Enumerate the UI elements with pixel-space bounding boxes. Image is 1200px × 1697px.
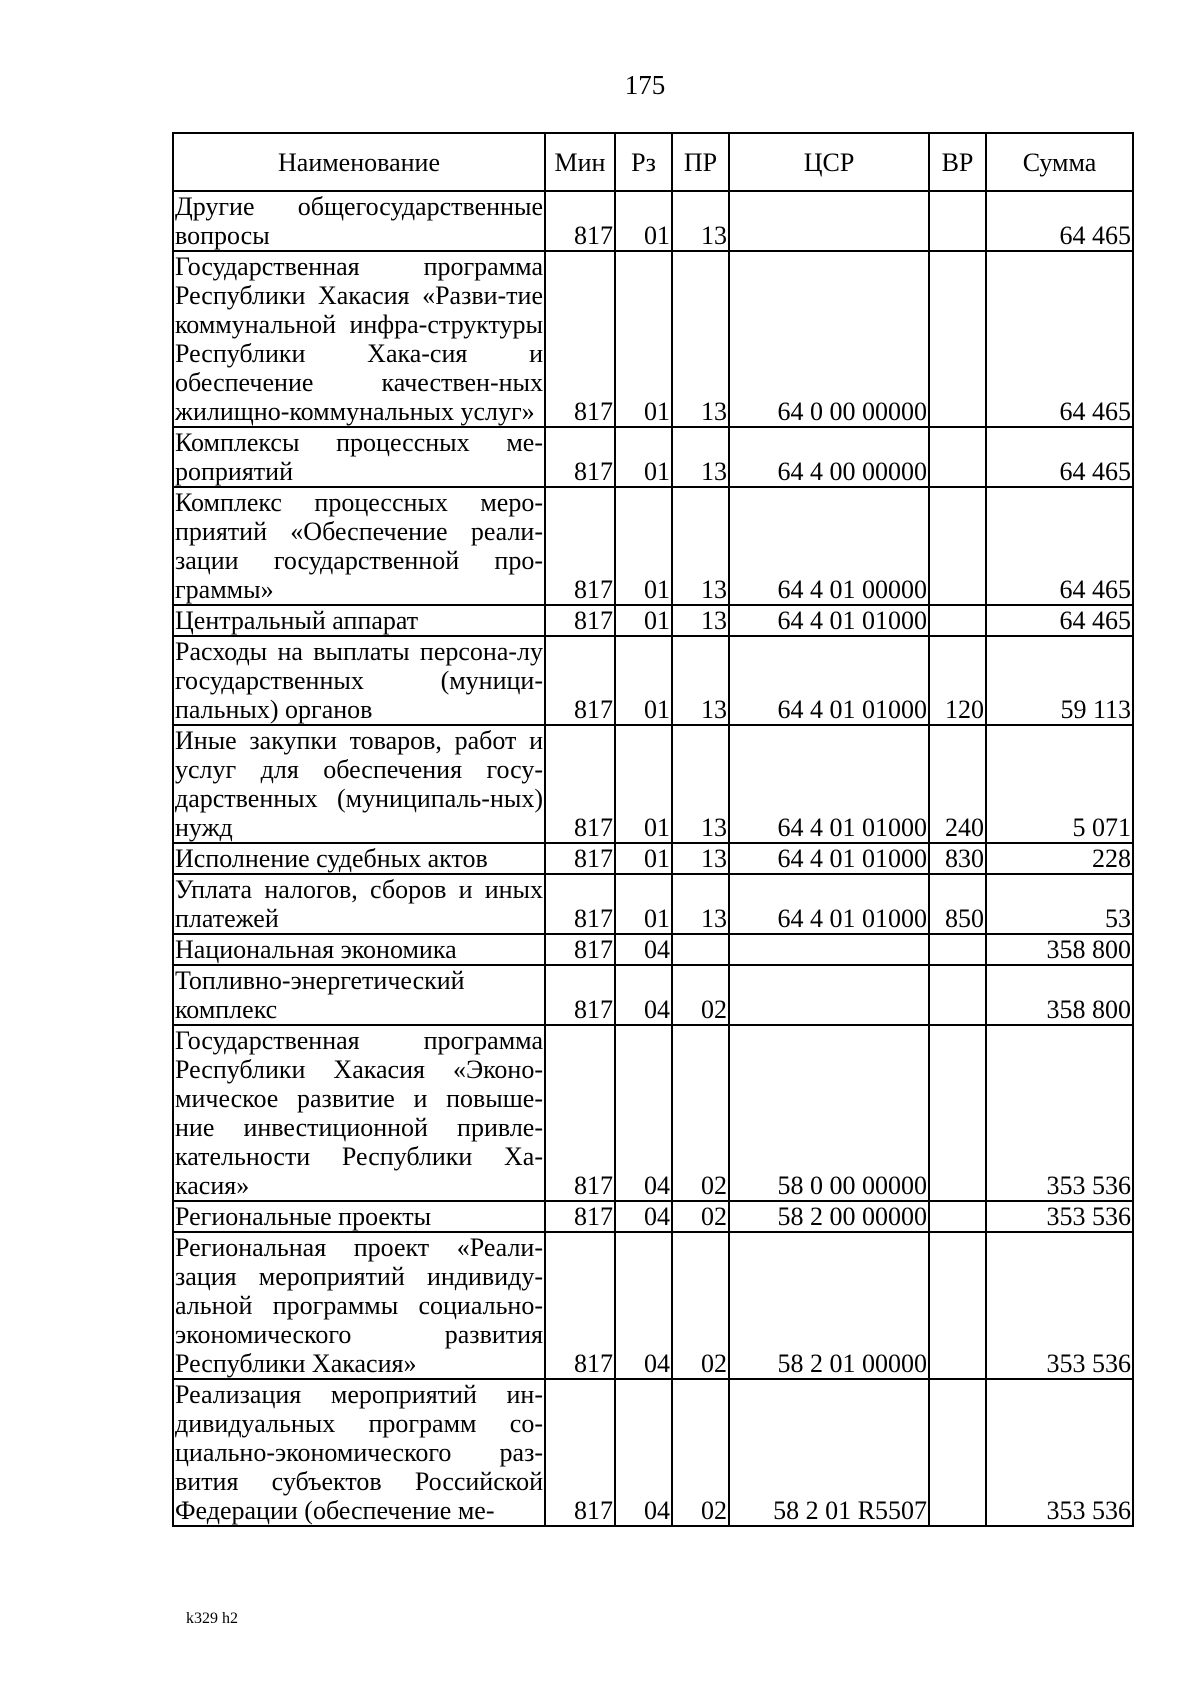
- cell-vr: 240: [929, 725, 986, 843]
- cell-vr: [929, 605, 986, 636]
- cell-rz: 04: [615, 934, 672, 965]
- cell-min: 817: [545, 191, 615, 251]
- table-row: [173, 191, 1133, 251]
- cell-rz: 04: [615, 1201, 672, 1232]
- cell-pr: 13: [672, 843, 729, 874]
- page-number: 175: [624, 70, 666, 100]
- cell-name: Топливно-энергетический комплекс: [173, 965, 545, 1025]
- cell-min: 817: [545, 251, 615, 427]
- cell-name: Региональные проекты: [173, 1201, 545, 1232]
- cell-pr: 13: [672, 427, 729, 487]
- cell-name: Региональная проект «Реали-зация мероприятий индивиду-альной программы социально-экономического развития Республики Хакасия»: [175, 1233, 543, 1378]
- cell-csr: 64 4 01 01000: [729, 605, 929, 636]
- cell-rz: 04: [615, 1232, 672, 1379]
- cell-name: Другие общегосударственные вопросы: [175, 192, 543, 250]
- cell-pr: 13: [672, 487, 729, 605]
- cell-pr: 13: [672, 725, 729, 843]
- table-row: [173, 1201, 1133, 1232]
- cell-vr: [929, 1232, 986, 1379]
- cell-rz: 01: [615, 725, 672, 843]
- cell-name: Уплата налогов, сборов и иных платежей: [175, 875, 543, 933]
- cell-name: Реализация мероприятий ин-дивидуальных программ со-циально-экономического раз-вития субъектов Российской Федерации (обеспечение ме-: [175, 1380, 543, 1525]
- cell-csr: 64 4 01 01000: [729, 874, 929, 934]
- table-row: [173, 1232, 1133, 1379]
- table-row: [173, 605, 1133, 636]
- cell-csr: [729, 965, 929, 1025]
- footer-code: k329 h2: [186, 1610, 238, 1627]
- cell-csr: 58 0 00 00000: [729, 1025, 929, 1201]
- header-pr: ПР: [672, 133, 729, 191]
- table-header-row: [173, 133, 1133, 191]
- cell-csr: 64 4 01 01000: [729, 725, 929, 843]
- cell-rz: 01: [615, 251, 672, 427]
- cell-pr: 02: [672, 1025, 729, 1201]
- table-row: [173, 725, 1133, 843]
- cell-vr: [929, 251, 986, 427]
- cell-sum: 64 465: [986, 487, 1133, 605]
- cell-name: Исполнение судебных актов: [173, 843, 545, 874]
- cell-name: Комплексы процессных ме-роприятий: [175, 428, 543, 486]
- cell-vr: [929, 487, 986, 605]
- cell-rz: 01: [615, 636, 672, 725]
- cell-csr: 64 4 01 01000: [729, 636, 929, 725]
- cell-name: Государственная программа Республики Хакасия «Разви-тие коммунальной инфра-структуры Республики Хака-сия и обеспечение качествен-ных жилищно-коммунальных услуг»: [175, 252, 543, 426]
- cell-min: 817: [545, 1379, 615, 1526]
- table-row: [173, 843, 1133, 874]
- cell-name: Расходы на выплаты персона-лу государственных (муници-пальных) органов: [175, 637, 543, 724]
- cell-pr: 02: [672, 1232, 729, 1379]
- table-row: [173, 1379, 1133, 1526]
- cell-pr: 13: [672, 605, 729, 636]
- budget-table: [172, 132, 1134, 1527]
- cell-sum: 53: [986, 874, 1133, 934]
- cell-min: 817: [545, 843, 615, 874]
- cell-pr: 02: [672, 965, 729, 1025]
- cell-name: Центральный аппарат: [173, 605, 545, 636]
- cell-sum: 353 536: [986, 1025, 1133, 1201]
- cell-pr: 13: [672, 251, 729, 427]
- cell-sum: 353 536: [986, 1201, 1133, 1232]
- header-sum: Сумма: [986, 133, 1133, 191]
- cell-min: 817: [545, 605, 615, 636]
- cell-vr: 850: [929, 874, 986, 934]
- cell-csr: 58 2 01 00000: [729, 1232, 929, 1379]
- cell-rz: 04: [615, 965, 672, 1025]
- cell-vr: 120: [929, 636, 986, 725]
- cell-sum: 358 800: [986, 934, 1133, 965]
- cell-min: 817: [545, 487, 615, 605]
- table-row: [173, 251, 1133, 427]
- cell-vr: [929, 1025, 986, 1201]
- cell-pr: 02: [672, 1201, 729, 1232]
- cell-rz: 01: [615, 191, 672, 251]
- cell-rz: 04: [615, 1025, 672, 1201]
- cell-csr: 58 2 00 00000: [729, 1201, 929, 1232]
- cell-csr: 58 2 01 R5507: [729, 1379, 929, 1526]
- cell-pr: 13: [672, 636, 729, 725]
- cell-vr: [929, 1379, 986, 1526]
- header-min: Мин: [545, 133, 615, 191]
- cell-min: 817: [545, 1232, 615, 1379]
- table-row: [173, 934, 1133, 965]
- cell-csr: 64 0 00 00000: [729, 251, 929, 427]
- cell-min: 817: [545, 725, 615, 843]
- cell-csr: 64 4 01 00000: [729, 487, 929, 605]
- cell-rz: 01: [615, 843, 672, 874]
- header-csr: ЦСР: [729, 133, 929, 191]
- table-row: [173, 487, 1133, 605]
- cell-sum: 64 465: [986, 251, 1133, 427]
- cell-csr: [729, 934, 929, 965]
- cell-pr: 13: [672, 191, 729, 251]
- cell-min: 817: [545, 934, 615, 965]
- table-row: [173, 636, 1133, 725]
- cell-min: 817: [545, 427, 615, 487]
- cell-rz: 01: [615, 874, 672, 934]
- cell-vr: 830: [929, 843, 986, 874]
- cell-pr: 02: [672, 1379, 729, 1526]
- table-row: [173, 874, 1133, 934]
- cell-vr: [929, 934, 986, 965]
- table-row: [173, 427, 1133, 487]
- cell-pr: [672, 934, 729, 965]
- cell-csr: 64 4 01 01000: [729, 843, 929, 874]
- header-name: Наименование: [173, 133, 545, 191]
- cell-name: Национальная экономика: [173, 934, 545, 965]
- cell-name: Комплекс процессных меро-приятий «Обеспечение реали-зации государственной про-граммы»: [175, 488, 543, 604]
- cell-vr: [929, 965, 986, 1025]
- header-vr: ВР: [929, 133, 986, 191]
- cell-sum: 64 465: [986, 605, 1133, 636]
- cell-vr: [929, 1201, 986, 1232]
- cell-csr: [729, 191, 929, 251]
- table-body: [173, 191, 1133, 1526]
- cell-rz: 01: [615, 605, 672, 636]
- cell-rz: 01: [615, 427, 672, 487]
- cell-name: Государственная программа Республики Хакасия «Эконо-мическое развитие и повыше-ние инвестиционной привле-кательности Республики Ха-касия»: [175, 1026, 543, 1200]
- cell-min: 817: [545, 1201, 615, 1232]
- cell-csr: 64 4 00 00000: [729, 427, 929, 487]
- cell-sum: 64 465: [986, 427, 1133, 487]
- cell-rz: 01: [615, 487, 672, 605]
- cell-vr: [929, 191, 986, 251]
- cell-rz: 04: [615, 1379, 672, 1526]
- table-row: [173, 1025, 1133, 1201]
- cell-min: 817: [545, 636, 615, 725]
- cell-sum: 353 536: [986, 1232, 1133, 1379]
- cell-pr: 13: [672, 874, 729, 934]
- cell-min: 817: [545, 1025, 615, 1201]
- cell-min: 817: [545, 874, 615, 934]
- cell-sum: 358 800: [986, 965, 1133, 1025]
- cell-vr: [929, 427, 986, 487]
- cell-sum: 353 536: [986, 1379, 1133, 1526]
- cell-sum: 64 465: [986, 191, 1133, 251]
- cell-min: 817: [545, 965, 615, 1025]
- cell-sum: 228: [986, 843, 1133, 874]
- table-row: [173, 965, 1133, 1025]
- cell-name: Иные закупки товаров, работ и услуг для обеспечения госу-дарственных (муниципаль-ных) нужд: [175, 726, 543, 842]
- cell-sum: 59 113: [986, 636, 1133, 725]
- header-rz: Рз: [615, 133, 672, 191]
- cell-sum: 5 071: [986, 725, 1133, 843]
